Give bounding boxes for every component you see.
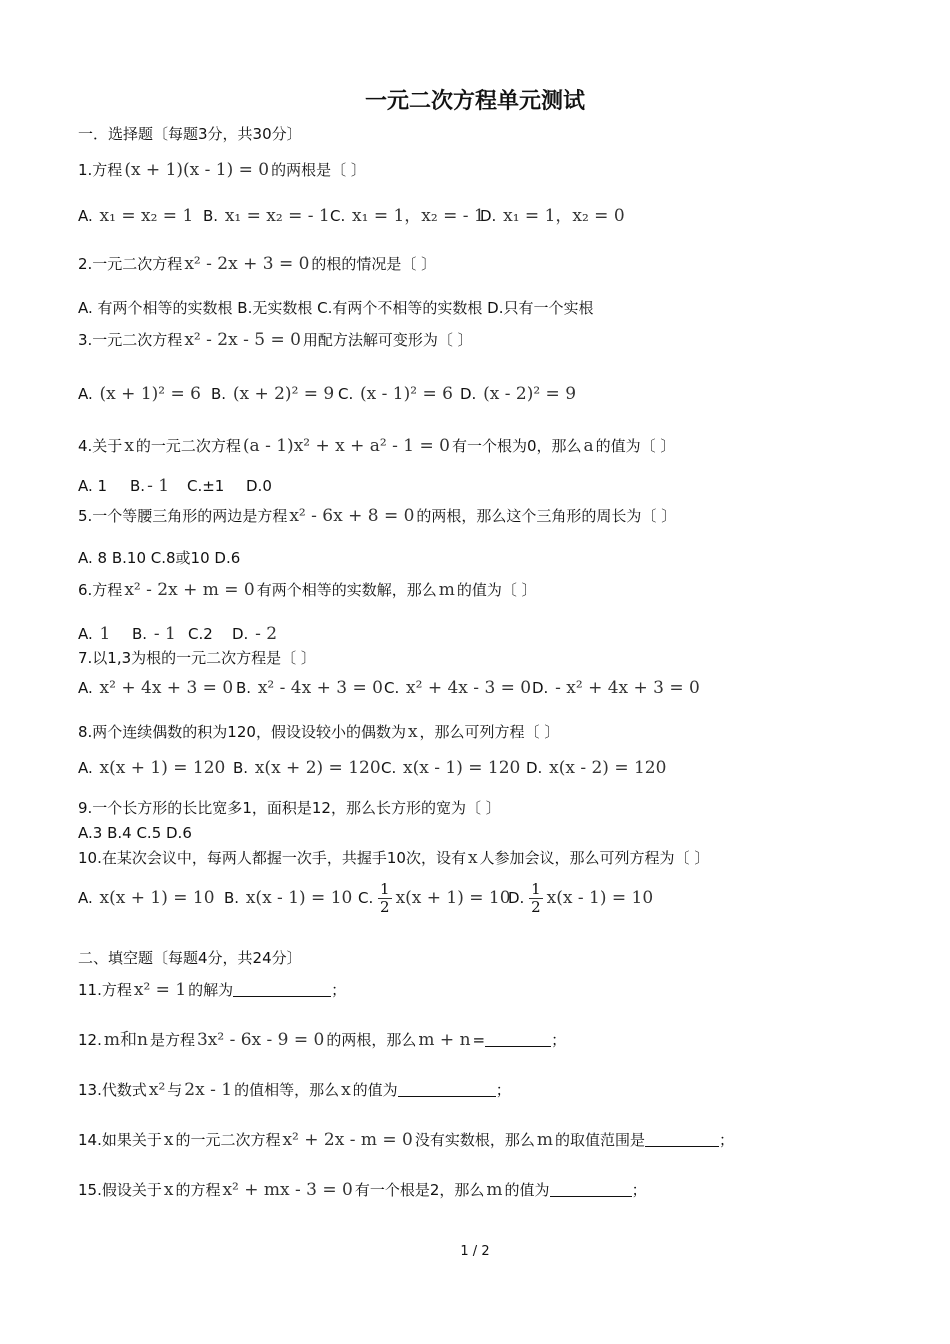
q7-option-b: x² - 4x + 3 = 0 [257,678,383,698]
q12-expression: m + n [418,1030,471,1050]
q1-option-a: x₁ = x₂ = 1 [99,206,194,226]
q13-expression-1: x² [148,1080,166,1100]
q10-option-c-fraction: $\frac{1}{2}$ [380,880,390,916]
q1-option-d-label: D. [480,207,497,225]
q14-equation: x² + 2x - m = 0 [282,1130,413,1150]
q11-equation: x² = 1 [133,980,187,1000]
q14-variable-m: m [536,1130,554,1150]
q14-answer-blank[interactable] [645,1132,719,1147]
q1-text: 1.方程 [78,161,123,179]
q3-option-b-label: B. [211,385,227,403]
q8-option-a-label: A. [78,759,93,777]
q8-text-end: ，那么可列方程〔 〕 [419,723,560,741]
q8-option-a: x(x + 1) = 120 [99,758,226,778]
q7-option-c-label: C. [384,679,400,697]
q8-option-d: x(x - 2) = 120 [549,758,667,778]
question-14: 14.如果关于 x 的一元二次方程 x² + 2x - m = 0 没有实数根，那么 m 的取值范围是 ； [78,1130,735,1150]
q13-expression-2: 2x - 1 [184,1080,233,1100]
q10-text: 10.在某次会议中，每两人都握一次手，共握手10次，设有 [78,849,466,867]
q7-option-a-label: A. [78,679,93,697]
question-11: 11.方程 x² = 1 的解为 ； [78,980,347,1000]
q1-option-c-label: C. [330,207,346,225]
q3-options [78,384,578,404]
q10-option-a-label: A. [78,889,93,907]
q3-text: 3.一元二次方程 [78,331,183,349]
q4-option-c: C.±1 [187,477,225,495]
q11-text: 11.方程 [78,981,132,999]
q15-equation: x² + mx - 3 = 0 [222,1180,353,1200]
q5-text-end: 的两根，那么这个三角形的周长为〔 〕 [416,507,677,525]
q10-option-c-label: C. [358,889,374,907]
q1-equation: (x + 1)(x - 1) = 0 [124,160,270,180]
q5-options: A. 8 B.10 C.8或10 D.6 [78,549,241,567]
q4-option-b-label: B. [130,477,146,495]
question-13: 13.代数式 x² 与 2x - 1 的值相等，那么 x 的值为 ； [78,1080,511,1100]
q3-option-d: (x - 2)² = 9 [483,384,577,404]
q4-equation: (a - 1)x² + x + a² - 1 = 0 [242,436,450,456]
q15-answer-blank[interactable] [550,1182,632,1197]
q8-option-c-label: C. [381,759,397,777]
q5-equation: x² - 6x + 8 = 0 [289,506,415,526]
q13-text-post: 的值相等，那么 [234,1081,340,1099]
q10-variable-x: x [467,848,478,868]
q13-text: 13.代数式 [78,1081,147,1099]
q6-option-b-label: B. [132,625,148,643]
q4-text: 4.关于 [78,437,123,455]
q15-variable-x: x [163,1180,174,1200]
q3-text-end: 用配方法解可变形为〔 〕 [302,331,473,349]
q8-option-c: x(x - 1) = 120 [403,758,521,778]
q6-option-d: - 2 [255,624,278,644]
q6-option-b: - 1 [153,624,176,644]
q11-answer-blank[interactable] [233,982,331,997]
q12-text: 12. [78,1031,102,1049]
q6-text-end: 的值为〔 〕 [456,581,537,599]
q12-equation: 3x² - 6x - 9 = 0 [196,1030,325,1050]
q5-text: 5.一个等腰三角形的两边是方程 [78,507,288,525]
question-3 [78,330,473,350]
q6-option-a: 1 [99,624,111,644]
question-15: 15.假设关于 x 的方程 x² + mx - 3 = 0 有一个根是2，那么 m 的值为 ； [78,1180,647,1200]
q8-option-b-label: B. [233,759,249,777]
q1-option-b: x₁ = x₂ = - 1 [224,206,330,226]
q1-option-d: x₁ = 1，x₂ = 0 [503,206,625,226]
q9-options: A.3 B.4 C.5 D.6 [78,824,192,842]
q14-text-post: 没有实数根，那么 [414,1131,535,1149]
q6-options [78,624,279,644]
q4-option-a: A. 1 [78,477,108,495]
q4-variable-x: x [124,436,134,456]
page-number: 1 / 2 [460,1244,490,1259]
q4-option-b: - 1 [147,476,170,496]
question-10 [78,848,709,868]
q8-option-d-label: D. [526,759,543,777]
q15-text: 15.假设关于 [78,1181,162,1199]
question-5 [78,506,676,526]
q15-variable-m: m [486,1180,503,1200]
q10-option-b-label: B. [224,889,240,907]
q3-option-b: (x + 2)² = 9 [232,384,335,404]
q1-option-c: x₁ = 1，x₂ = - 1 [352,206,485,226]
question-8 [78,722,559,742]
q4-text-end: 的值为〔 〕 [595,437,676,455]
q2-text: 2.一元二次方程 [78,255,183,273]
question-4 [78,436,675,456]
q6-option-d-label: D. [232,625,249,643]
q10-option-b: x(x - 1) = 10 [245,888,353,908]
q4-option-d: D.0 [246,477,272,495]
q12-text-mid: 是方程 [149,1031,195,1049]
question-2 [78,254,436,274]
q7-option-b-label: B. [236,679,252,697]
q3-option-c-label: C. [338,385,354,403]
q2-options: A. 有两个相等的实数根 B.无实数根 C.有两个不相等的实数根 D.只有一个实根 [78,299,594,317]
section-heading-choice: 一．选择题〔每题3分，共30分〕 [78,125,302,143]
q13-answer-blank[interactable] [398,1082,496,1097]
q6-text-mid: 有两个相等的实数解，那么 [256,581,437,599]
q6-option-c: C.2 [188,625,213,643]
q13-variable-x: x [341,1080,351,1100]
q6-option-a-label: A. [78,625,93,643]
q15-text-post: 有一个根是2，那么 [354,1181,485,1199]
q3-option-a-label: A. [78,385,93,403]
q1-options [78,206,627,226]
q7-option-d: - x² + 4x + 3 = 0 [555,678,700,698]
question-9: 9.一个长方形的长比宽多1，面积是12，那么长方形的宽为〔 〕 [78,799,501,817]
q12-answer-blank[interactable] [485,1032,551,1047]
q14-text: 14.如果关于 [78,1131,162,1149]
q10-text-end: 人参加会议，那么可列方程为〔 〕 [479,849,710,867]
q4-options [78,476,272,496]
q10-option-d: x(x - 1) = 10 [546,888,654,908]
q11-text-end: 的解为 [188,981,234,999]
q12-text-post: 的两根，那么 [326,1031,417,1049]
q3-option-d-label: D. [460,385,477,403]
page-title: 一元二次方程单元测试 [364,89,585,114]
q12-variables: m和n [103,1030,148,1050]
q10-option-c: x(x + 1) = 10 [395,888,511,908]
q7-options [78,678,702,698]
q8-text: 8.两个连续偶数的积为120，假设设较小的偶数为 [78,723,406,741]
q1-option-b-label: B. [203,207,219,225]
question-12: 12. m和n 是方程 3x² - 6x - 9 = 0 的两根，那么 m + n = ； [78,1030,567,1050]
q1-text-end: 的两根是〔 〕 [271,161,366,179]
q4-text-mid: 的一元二次方程 [135,437,241,455]
q2-equation: x² - 2x + 3 = 0 [184,254,310,274]
q3-equation: x² - 2x - 5 = 0 [184,330,301,350]
q10-options [78,880,655,916]
question-1 [78,160,366,180]
q8-option-b: x(x + 2) = 120 [254,758,381,778]
q8-variable-x: x [407,722,418,742]
q4-variable-a: a [583,436,594,456]
section-heading-fill: 二、填空题〔每题4分，共24分〕 [78,949,302,967]
q1-option-a-label: A. [78,207,93,225]
q10-option-a: x(x + 1) = 10 [99,888,215,908]
q3-option-c: (x - 1)² = 6 [360,384,453,404]
q14-variable-x: x [163,1130,174,1150]
question-6 [78,580,537,600]
q7-option-a: x² + 4x + 3 = 0 [99,678,234,698]
q6-text: 6.方程 [78,581,123,599]
q6-equation: x² - 2x + m = 0 [124,580,255,600]
q8-options [78,758,668,778]
q10-option-d-label: D. [508,889,525,907]
q6-variable-m: m [438,580,455,600]
q7-option-d-label: D. [532,679,549,697]
q2-text-end: 的根的情况是〔 〕 [311,255,437,273]
question-7: 7.以1,3为根的一元二次方程是〔 〕 [78,649,316,667]
q7-option-c: x² + 4x - 3 = 0 [406,678,532,698]
q4-text-post: 有一个根为0，那么 [451,437,582,455]
q3-option-a: (x + 1)² = 6 [99,384,201,404]
q10-option-d-fraction: $\frac{1}{2}$ [531,880,541,916]
